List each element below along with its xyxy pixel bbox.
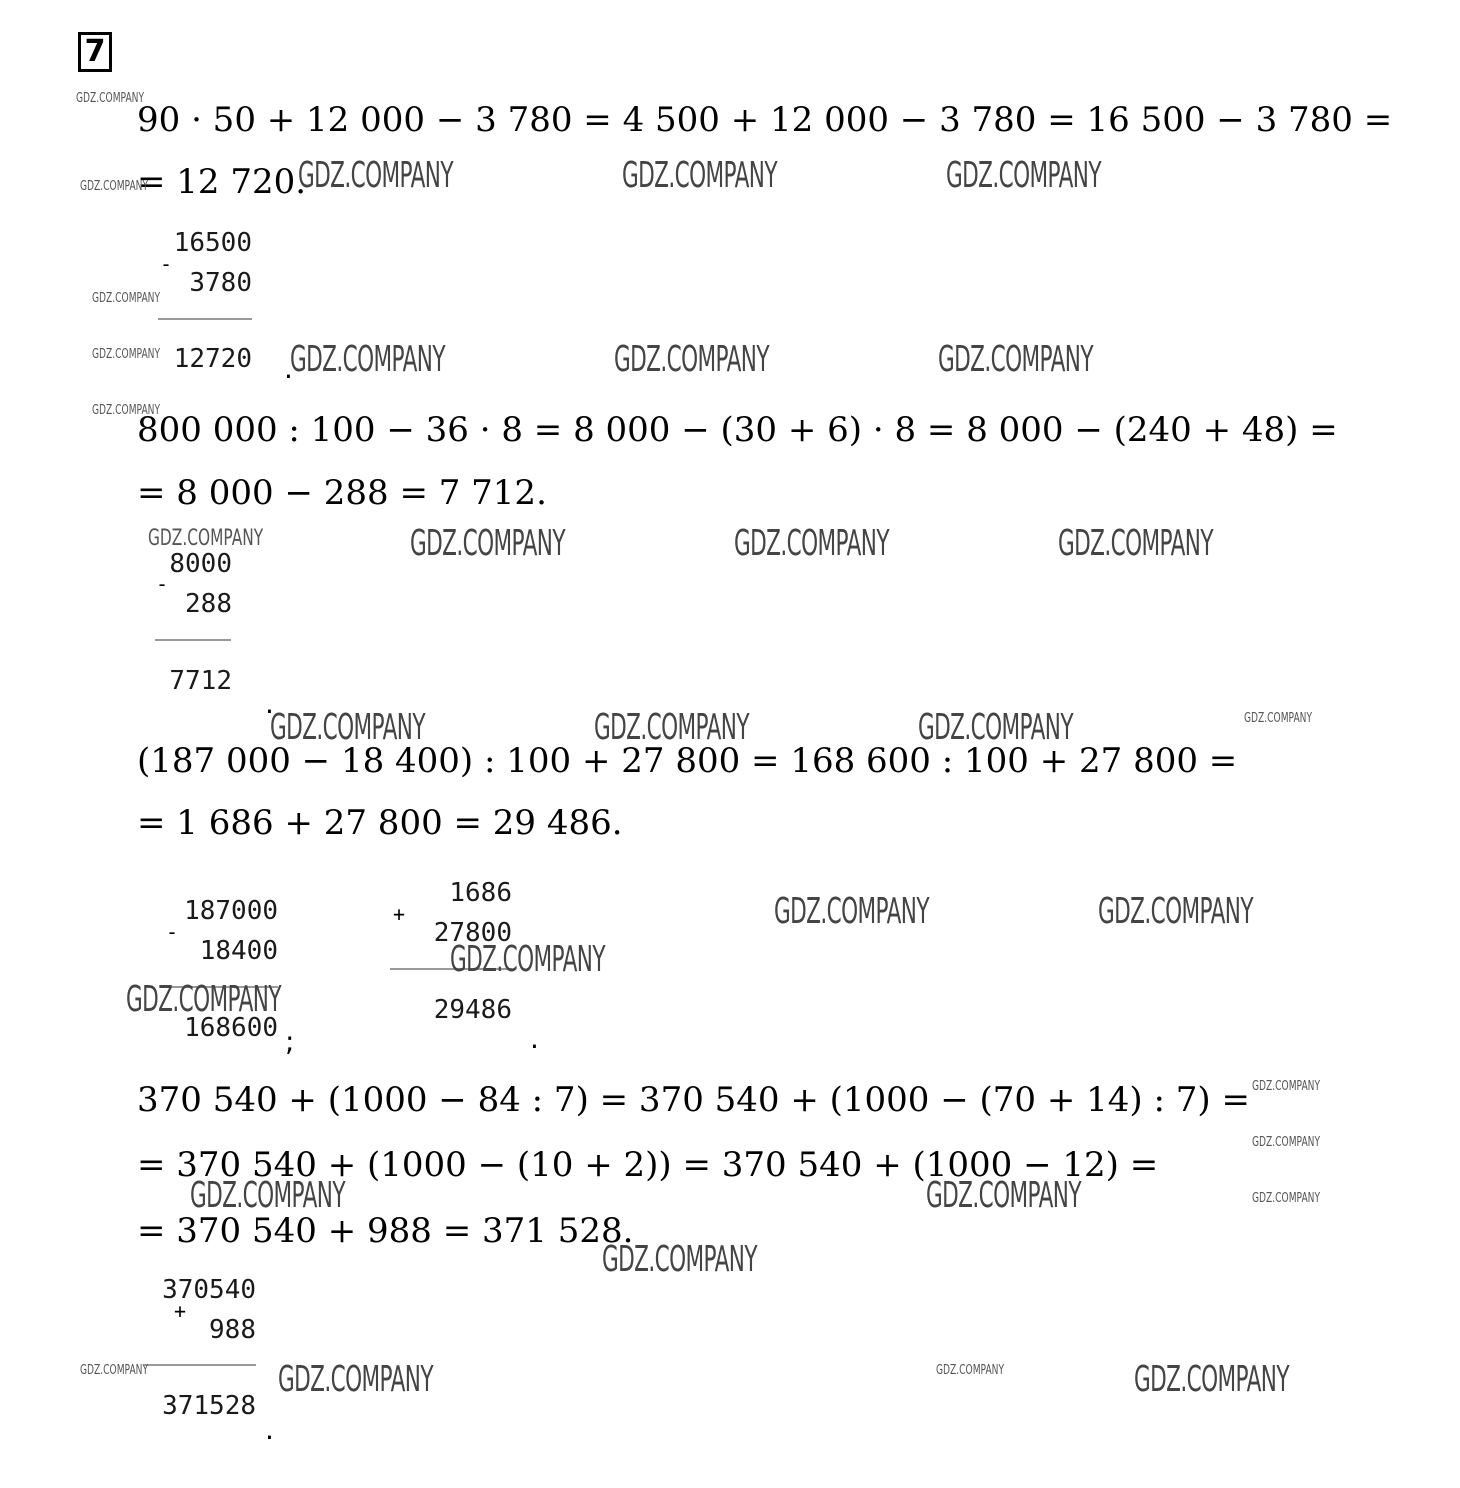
equation-line-1: 90 · 50 + 12 000 − 3 780 = 4 500 + 12 000 − 3 780 = 16 500 − 3 780 = [137, 100, 1393, 140]
watermark: GDZ.COMPANY [938, 339, 1093, 380]
watermark-small: GDZ.COMPANY [1252, 1135, 1321, 1150]
watermark-small: GDZ.COMPANY [148, 526, 264, 551]
watermark: GDZ.COMPANY [602, 1239, 757, 1280]
watermark: GDZ.COMPANY [1058, 523, 1213, 564]
equation-line-7: 370 540 + (1000 − 84 : 7) = 370 540 + (1000 − (70 + 14) : 7) = [137, 1080, 1250, 1120]
column-5-result: 371528 [162, 1391, 256, 1421]
equation-line-8: = 370 540 + (1000 − (10 + 2)) = 370 540 + (1000 − 12) = [137, 1145, 1159, 1185]
watermark: GDZ.COMPANY [918, 707, 1073, 748]
watermark: GDZ.COMPANY [278, 1359, 433, 1400]
watermark-small: GDZ.COMPANY [92, 291, 161, 306]
watermark-small: GDZ.COMPANY [80, 179, 149, 194]
column-1-top: 16500 [173, 228, 252, 258]
column-3-end: ; [285, 1025, 295, 1058]
column-5-sign: + [174, 1299, 187, 1323]
watermark: GDZ.COMPANY [594, 707, 749, 748]
watermark: GDZ.COMPANY [1098, 891, 1253, 932]
column-2-bottom: 288 [185, 589, 232, 619]
watermark: GDZ.COMPANY [774, 891, 929, 932]
watermark-small: GDZ.COMPANY [92, 347, 161, 362]
equation-line-5: (187 000 − 18 400) : 100 + 27 800 = 168 600 : 100 + 27 800 = [137, 741, 1238, 781]
column-2-sign: - [156, 572, 169, 596]
column-3-top: 187000 [184, 896, 278, 926]
watermark: GDZ.COMPANY [946, 155, 1101, 196]
watermark: GDZ.COMPANY [270, 707, 425, 748]
equation-line-2: = 12 720. [137, 162, 307, 202]
watermark: GDZ.COMPANY [734, 523, 889, 564]
watermark-small: GDZ.COMPANY [80, 1363, 149, 1378]
column-1-result: 12720 [173, 344, 252, 374]
equation-line-3: 800 000 : 100 − 36 · 8 = 8 000 − (30 + 6) · 8 = 8 000 − (240 + 48) = [137, 410, 1338, 450]
watermark: GDZ.COMPANY [926, 1175, 1081, 1216]
watermark: GDZ.COMPANY [126, 979, 281, 1020]
watermark-small: GDZ.COMPANY [1244, 711, 1313, 726]
watermark-small: GDZ.COMPANY [1252, 1079, 1321, 1094]
watermark: GDZ.COMPANY [410, 523, 565, 564]
column-1-line [158, 318, 252, 320]
watermark: GDZ.COMPANY [614, 339, 769, 380]
column-3-result: 168600 [184, 1013, 278, 1043]
watermark-small: GDZ.COMPANY [936, 1363, 1005, 1378]
watermark: GDZ.COMPANY [1134, 1359, 1289, 1400]
column-2-line [155, 639, 231, 641]
column-4-top: 1686 [449, 878, 512, 908]
column-1-sign: - [160, 252, 173, 276]
column-4-sign: + [393, 902, 406, 926]
column-5-line [144, 1364, 256, 1366]
watermark: GDZ.COMPANY [622, 155, 777, 196]
watermark: GDZ.COMPANY [190, 1175, 345, 1216]
watermark: GDZ.COMPANY [290, 339, 445, 380]
watermark-small: GDZ.COMPANY [1252, 1191, 1321, 1206]
column-1-end: . [284, 352, 293, 385]
column-5-bottom: 988 [209, 1315, 256, 1345]
equation-line-6: = 1 686 + 27 800 = 29 486. [137, 803, 623, 843]
watermark: GDZ.COMPANY [450, 939, 605, 980]
column-2-result: 7712 [169, 666, 232, 696]
task-number-box: 7 [78, 32, 112, 72]
watermark: GDZ.COMPANY [298, 155, 453, 196]
equation-line-9: = 370 540 + 988 = 371 528. [137, 1211, 634, 1251]
column-5-end: . [265, 1413, 274, 1446]
column-4-result: 29486 [433, 995, 512, 1025]
column-5-top: 370540 [162, 1275, 256, 1305]
equation-line-4: = 8 000 − 288 = 7 712. [137, 473, 547, 513]
column-3-bottom: 18400 [199, 936, 278, 966]
column-1-bottom: 3780 [189, 268, 252, 298]
watermark-small: GDZ.COMPANY [76, 91, 145, 106]
watermark-small: GDZ.COMPANY [92, 403, 161, 418]
column-2-end: . [265, 687, 274, 720]
column-3-sign: - [166, 920, 179, 944]
column-2-top: 8000 [169, 549, 232, 579]
column-4-end: . [530, 1022, 539, 1055]
column-4-bottom: 27800 [433, 918, 512, 948]
